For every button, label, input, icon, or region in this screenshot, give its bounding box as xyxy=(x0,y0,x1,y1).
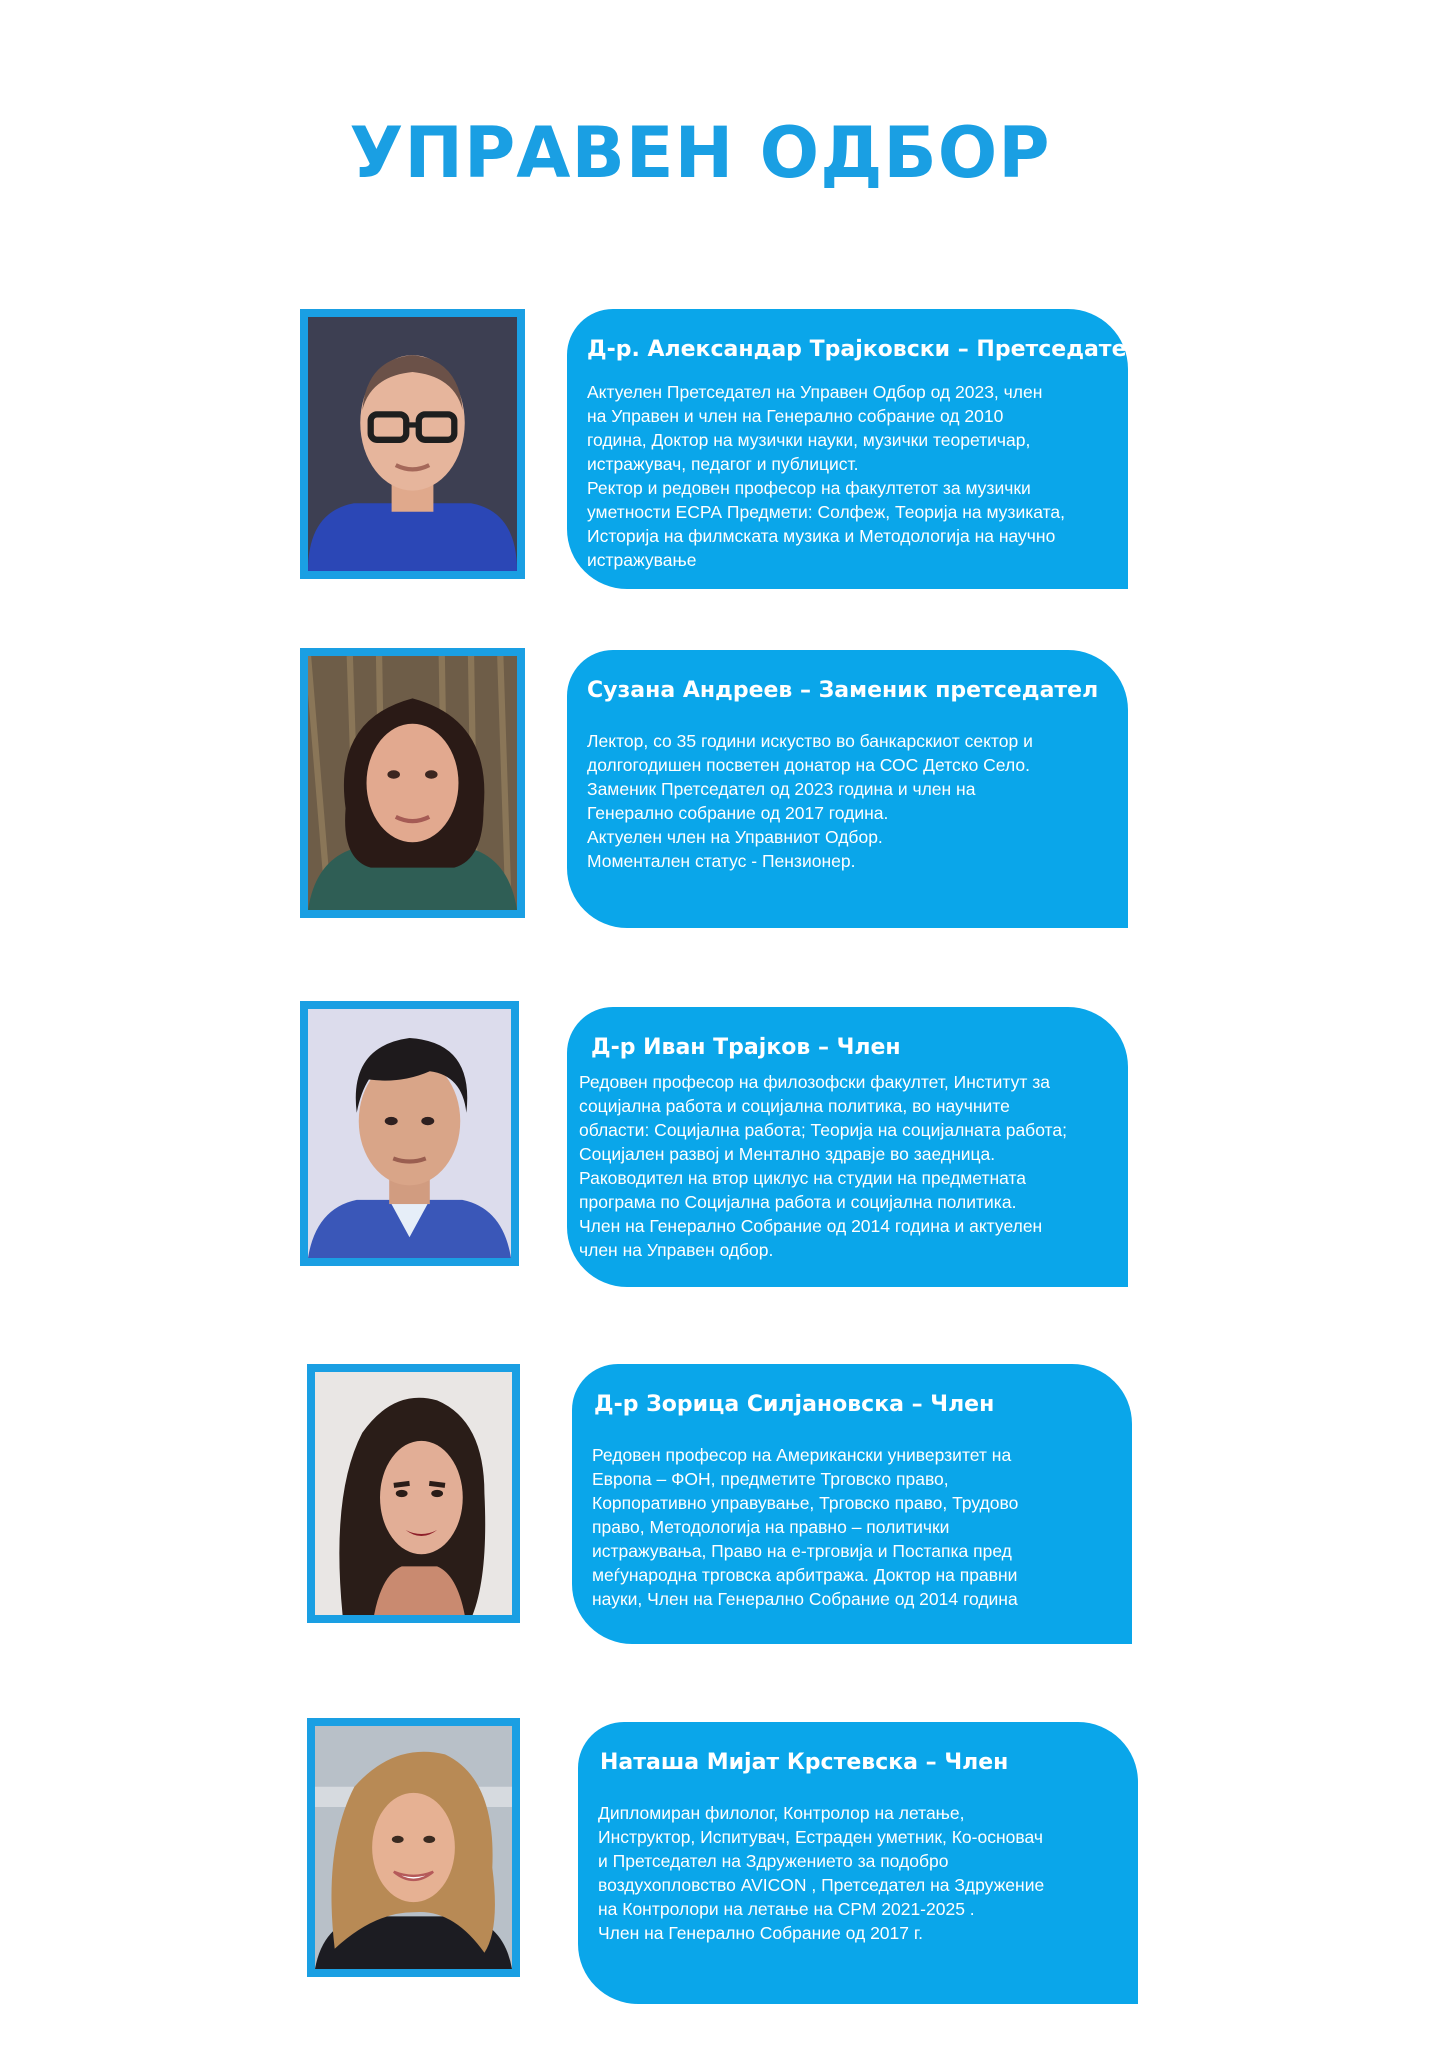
member-card xyxy=(572,1364,1132,1644)
member-name: Сузана Андреев – Заменик претседател xyxy=(587,678,1099,703)
portrait-man-glasses-icon xyxy=(308,317,517,571)
portrait-woman-dark-hair-icon xyxy=(308,656,517,910)
member-card xyxy=(567,309,1143,589)
member-bio: Актуелен Претседател на Управен Одбор од 2023, член на Управен и член на Генерално собрание од 2010 година, Доктор на музички науки, музички теоретичар, истражувач, педагог и публицист. Ректор и редовен професор на факултетот за музички уметности ЕСРА Предмети: Солфеж, Теорија на музиката, Историја на филмската музика и Методологија на научно истражување xyxy=(587,382,1066,570)
member-bio: Дипломиран филолог, Контролор на летање, Инструктор, Испитувач, Естраден уметник, Ко-основач и Претседател на Здружението за подобро воздухопловство AVICON , Претседател на Здружение на Контролори на летање на СРМ 2021-2025 . Член на Генерално Собрание од 2017 г. xyxy=(598,1803,1045,1943)
member-name: Д-р Иван Трајков – Член xyxy=(591,1035,901,1060)
portrait-man-dark-hair-icon xyxy=(308,1009,511,1258)
member-bio: Лектор, со 35 години искуство во банкарскиот сектор и долгогодишен посветен донатор на СОС Детско Село. Заменик Претседател од 2023 година и член на Генерално собрание од 2017 година. Актуелен член на Управниот Одбор. Моментален статус - Пензионер. xyxy=(587,731,1033,871)
page-title: УПРАВЕН ОДБОР xyxy=(349,112,1051,194)
member-card xyxy=(578,1722,1138,2004)
member-photo xyxy=(300,648,525,918)
member-photo xyxy=(307,1718,520,1977)
member-card xyxy=(567,1007,1128,1287)
portrait-woman-long-hair-icon xyxy=(315,1372,512,1615)
member-bio: Редовен професор на филозофски факултет, Институт за социјална работа и социјална политика, во научните области: Социјална работа; Теорија на социјалната работа; Социјален развој и Ментално здравје во заедница. Раководител на втор циклус на студии на предметната програма по Социјална работа и социјална политика. Член на Генерално Собрание од 2014 година и актуелен член на Управен одбор. xyxy=(579,1072,1067,1260)
member-name: Д-р. Александар Трајковски – Претседател xyxy=(587,337,1143,362)
member-name: Д-р Зорица Силјановска – Член xyxy=(594,1392,995,1417)
member-photo xyxy=(300,309,525,579)
member-photo xyxy=(307,1364,520,1623)
portrait-woman-curly-hair-icon xyxy=(315,1726,512,1969)
member-bio: Редовен професор на Американски универзитет на Европа – ФОН, предметите Трговско право, Корпоративно управување, Трговско право, Трудово право, Методологија на правно – политички истражувања, Право на е-трговија и Постапка пред меѓународна трговска арбитража. Доктор на правни науки, Член на Генерално Собрание од 2014 година xyxy=(592,1445,1019,1609)
member-photo xyxy=(300,1001,519,1266)
member-card xyxy=(567,650,1128,928)
member-name: Наташа Мијат Крстевска – Член xyxy=(600,1750,1009,1775)
